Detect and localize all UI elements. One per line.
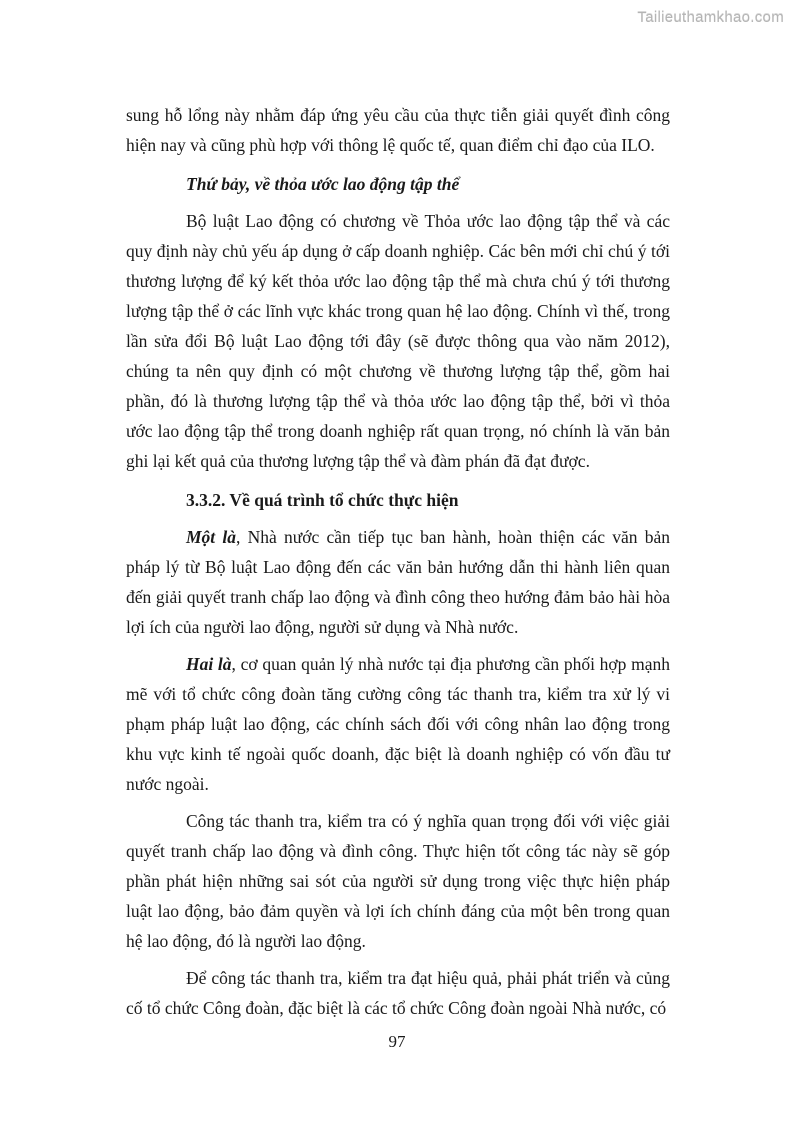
watermark-text: Tailieuthamkhao.com	[637, 9, 784, 26]
page-number: 97	[388, 1032, 406, 1051]
document-body	[126, 100, 670, 1023]
subheading: Thứ bảy, về thỏa ước lao động tập thể	[186, 174, 460, 194]
heading: 3.3.2. Về quá trình tổ chức thực hiện	[186, 490, 459, 510]
paragraph: Một là, Nhà nước cần tiếp tục ban hành, hoàn thiện các văn bản pháp lý từ Bộ luật Lao động đến các văn bản hướng dẫn thi hành liên quan đến giải quyết tranh chấp lao động và đình công theo hướng đảm bảo hài hòa lợi ích của người lao động, người sử dụng và Nhà nước.	[126, 527, 670, 637]
paragraph: sung hỗ lổng này nhằm đáp ứng yêu cầu của thực tiễn giải quyết đình công hiện nay và cũng phù hợp với thông lệ quốc tế, quan điểm chỉ đạo của ILO.	[126, 105, 670, 155]
paragraph: Công tác thanh tra, kiểm tra có ý nghĩa quan trọng đối với việc giải quyết tranh chấp lao động và đình công. Thực hiện tốt công tác này sẽ góp phần phát hiện những sai sót của người sử dụng trong việc thực hiện pháp luật lao động, bảo đảm quyền và lợi ích chính đáng của một bên trong quan hệ lao động, đó là người lao động.	[126, 811, 670, 951]
paragraph: Hai là, cơ quan quản lý nhà nước tại địa phương cần phối hợp mạnh mẽ với tổ chức công đoàn tăng cường công tác thanh tra, kiểm tra xử lý vi phạm pháp luật lao động, các chính sách đối với công nhân lao động trong khu vực kinh tế ngoài quốc doanh, đặc biệt là doanh nghiệp có vốn đầu tư nước ngoài.	[126, 654, 670, 794]
paragraph: Để công tác thanh tra, kiểm tra đạt hiệu quả, phải phát triển và củng cố tổ chức Công đoàn, đặc biệt là các tổ chức Công đoàn ngoài Nhà nước, có	[126, 968, 670, 1018]
paragraph-lead: Một là	[186, 527, 237, 547]
paragraph-lead: Hai là	[186, 654, 232, 674]
paragraph: Bộ luật Lao động có chương về Thỏa ước lao động tập thể và các quy định này chủ yếu áp dụng ở cấp doanh nghiệp. Các bên mới chỉ chú ý tới thương lượng để ký kết thỏa ước lao động tập thể mà chưa chú ý tới thương lượng tập thể ở các lĩnh vực khác trong quan hệ lao động. Chính vì thế, trong lần sửa đổi Bộ luật Lao động tới đây (sẽ được thông qua vào năm 2012), chúng ta nên quy định có một chương về thương lượng tập thể, gồm hai phần, đó là thương lượng tập thể và thỏa ước lao động tập thể, bởi vì thỏa ước lao động tập thể trong doanh nghiệp rất quan trọng, nó chính là văn bản ghi lại kết quả của thương lượng tập thể và đàm phán đã đạt được.	[126, 211, 670, 471]
